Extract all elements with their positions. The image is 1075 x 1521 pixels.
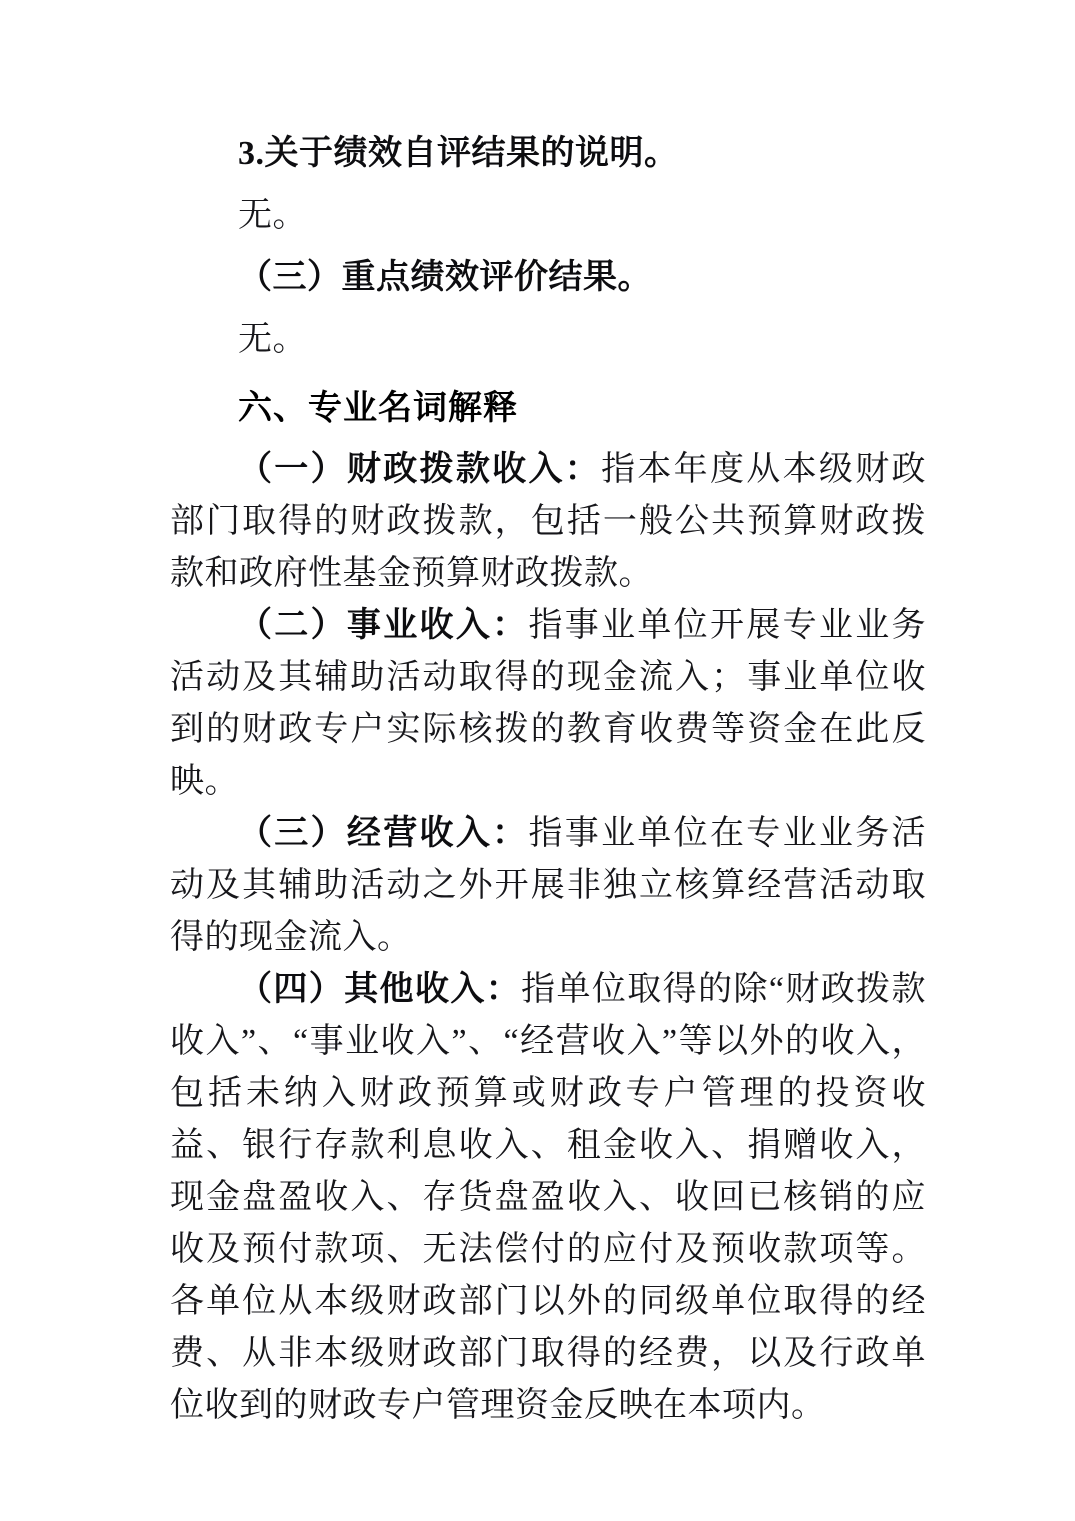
subsection-heading-3: 3.关于绩效自评结果的说明。 xyxy=(238,135,679,172)
spacer xyxy=(170,366,926,382)
definition-3-term: （三）经营收入： xyxy=(238,815,529,852)
definition-3-text: 指事业单位在专业业务活动及其辅助活动之外开展非独立核算经营活动取得的现金流入。 xyxy=(170,815,927,956)
definition-1-text: 指本年度从本级财政部门取得的财政拨款，包括一般公共预算财政拨款和政府性基金预算财政拨款。 xyxy=(170,451,927,592)
definition-4-text: 指单位取得的除“财政拨款收入”、“事业收入”、“经营收入”等以外的收入，包括未纳入财政预算或财政专户管理的投资收益、银行存款利息收入、租金收入、捐赠收入，现金盘盈收入、存货盘盈收入、收回已核销的应收及预付款项、无法偿付的应付及预收款项等。各单位从本级财政部门以外的同级单位取得的经费、从非本级财政部门取得的经费，以及行政单位收到的财政专户管理资金反映在本项内。 xyxy=(170,971,927,1424)
definition-2-text: 指事业单位开展专业业务活动及其辅助活动取得的现金流入；事业单位收到的财政专户实际核拨的教育收费等资金在此反映。 xyxy=(170,607,927,800)
definition-4-term: （四）其他收入： xyxy=(238,971,522,1008)
section-heading-six: 六、专业名词解释 xyxy=(238,389,518,427)
subsection-3-body: 无。 xyxy=(238,197,307,234)
document-text-column xyxy=(170,128,926,1432)
definition-1-term: （一）财政拨款收入： xyxy=(238,451,602,488)
definition-item-4 xyxy=(170,964,926,1432)
subsection-heading-san: （三）重点绩效评价结果。 xyxy=(238,259,652,296)
spacer xyxy=(170,434,926,444)
subsection-san-body: 无。 xyxy=(238,321,307,358)
definition-item-1 xyxy=(170,444,926,600)
spacer xyxy=(170,180,926,190)
spacer xyxy=(170,242,926,252)
spacer xyxy=(170,304,926,314)
definition-item-2 xyxy=(170,600,926,808)
definition-item-3 xyxy=(170,808,926,964)
definition-2-term: （二）事业收入： xyxy=(238,607,529,644)
